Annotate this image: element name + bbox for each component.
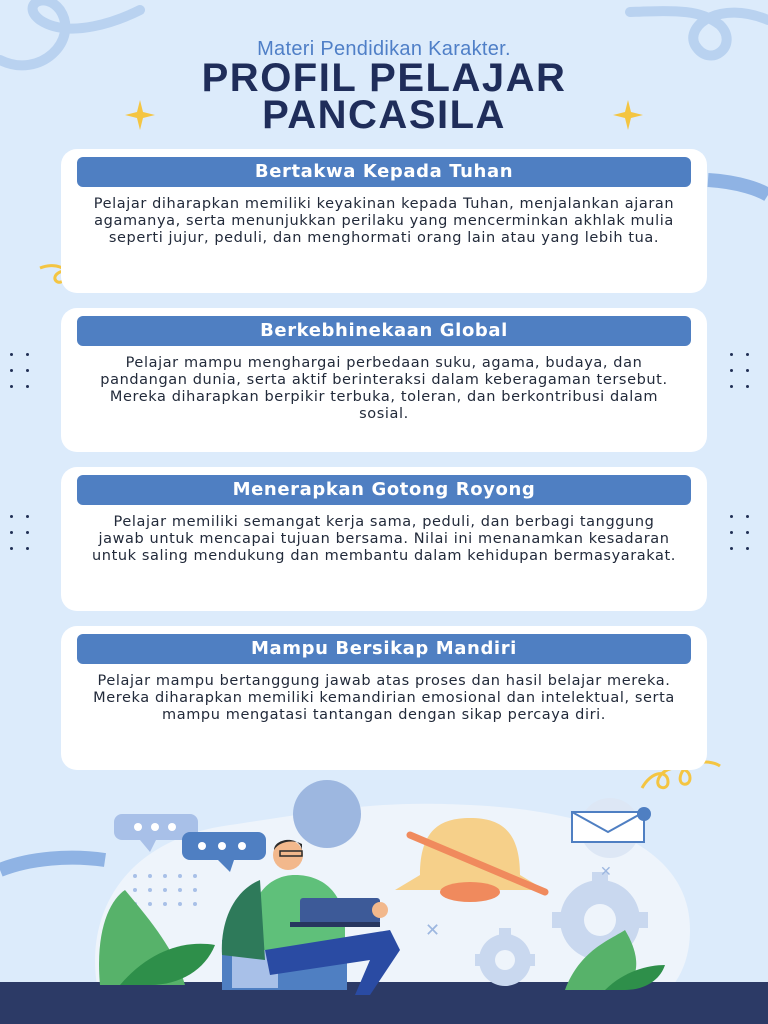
illustration [0,780,768,1024]
card-text: Pelajar mampu menghargai perbedaan suku, agama, budaya, dan pandangan dunia, serta aktif berinteraksi dalam keberagaman tersebut. Mereka diharapkan berpikir terbuka, toleran, dan berkontribusi dalam sosial. [100,355,668,422]
card-gotong-royong [61,467,707,611]
title-line-1: PROFIL PELAJAR [201,56,567,100]
floor-band [0,982,768,1024]
x-mark: ✕ [600,864,612,880]
page-title [0,56,768,137]
dots-decoration [730,353,754,393]
card-bertakwa [61,149,707,293]
card-mandiri [61,626,707,770]
x-mark: ✕ [425,920,441,941]
card-berkebhinekaan [61,308,707,452]
card-heading: Menerapkan Gotong Royong [77,475,691,505]
card-text: Pelajar diharapkan memiliki keyakinan kepada Tuhan, menjalankan ajaran agamanya, serta menunjukkan perilaku yang mencerminkan akhlak mulia seperti jujur, peduli, dan menghormati orang lain atau yang lebih tua. [93,196,675,246]
dots-decoration [10,515,34,555]
card-text: Pelajar memiliki semangat kerja sama, peduli, dan berbagi tanggung jawab untuk mencapai tujuan bersama. Nilai ini menanamkan kesadaran untuk saling mendukung dan membantu dalam kehidupan bermasyarakat. [91,514,677,564]
subtitle: Materi Pendidikan Karakter. [257,38,511,60]
dots-decoration [730,515,754,555]
card-heading: Berkebhinekaan Global [77,316,691,346]
dots-decoration [10,353,34,393]
arc-decoration-right [708,180,768,195]
circle-decoration [293,780,361,848]
card-heading: Mampu Bersikap Mandiri [77,634,691,664]
title-line-2: PANCASILA [262,93,506,137]
card-heading: Bertakwa Kepada Tuhan [77,157,691,187]
card-text: Pelajar mampu bertanggung jawab atas proses dan hasil belajar mereka. Mereka diharapkan memiliki kemandirian emosional dan intelektual, serta mampu mengatasi tantangan dengan sikap percaya diri. [93,673,675,723]
